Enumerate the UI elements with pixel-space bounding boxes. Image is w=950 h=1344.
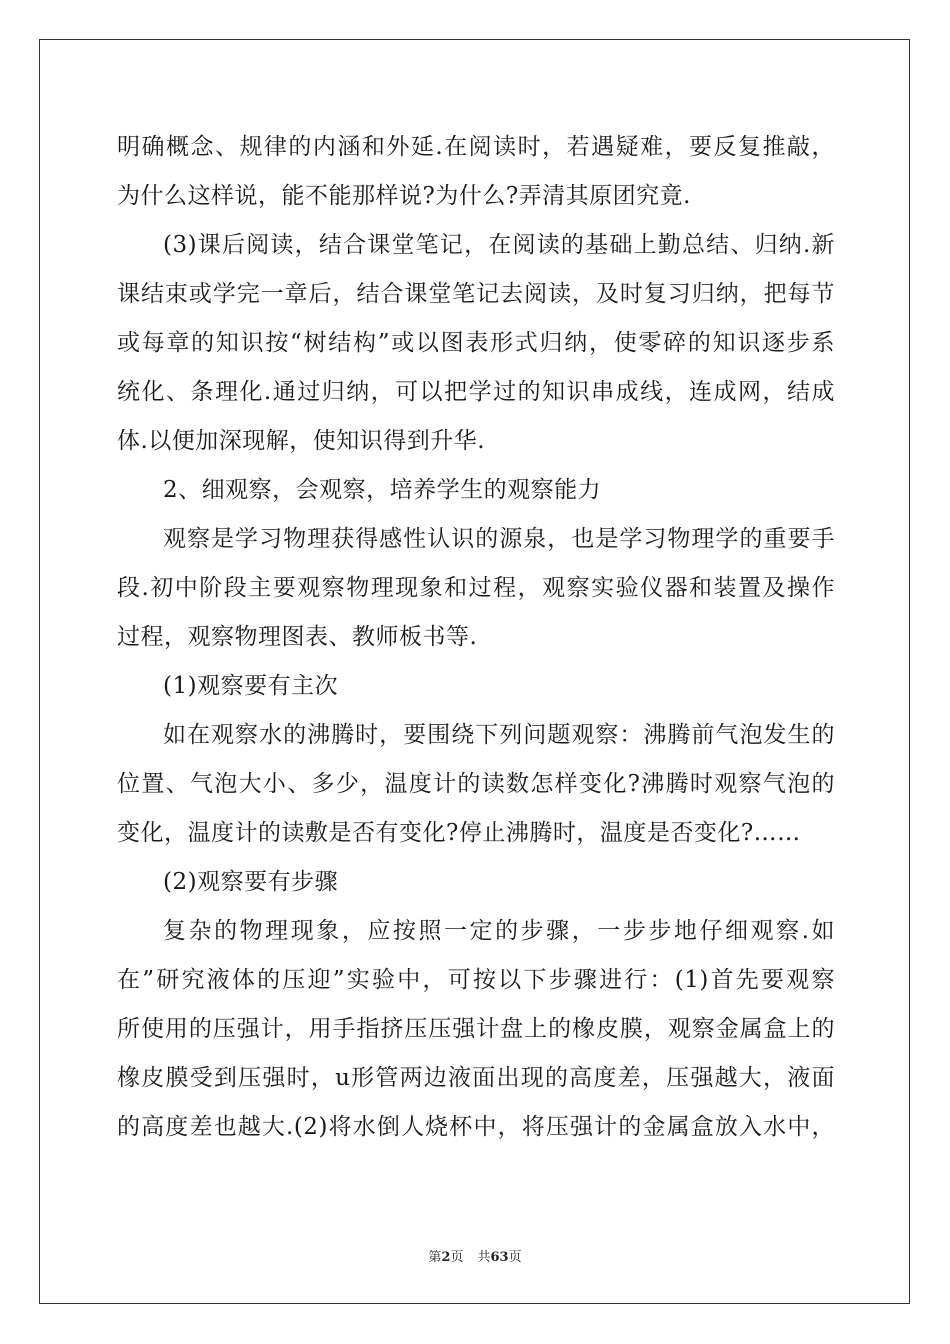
text-line: 如在观察水的沸腾时，要围绕下列问题观察：沸腾前气泡发生的 [163, 722, 835, 748]
page-prefix: 第 [428, 1250, 442, 1265]
text-line: 或每章的知识按“树结构”或以图表形式归纳，使零碎的知识逐步系 [117, 330, 835, 356]
text-line: 变化，温度计的读敷是否有变化?停止沸腾时，温度是否变化?…… [117, 820, 801, 846]
text-line: 段.初中阶段主要观察物理现象和过程，观察实验仪器和装置及操作 [117, 575, 835, 601]
text-line: 体.以便加深现解，使知识得到升华. [117, 428, 486, 454]
text-line: 在”研究液体的压迎”实验中，可按以下步骤进行：(1)首先要观察 [117, 967, 835, 993]
total-suffix: 页 [508, 1250, 522, 1265]
text-line: 橡皮膜受到压强时，u形管两边液面出现的高度差，压强越大，液面 [117, 1065, 835, 1091]
text-line: 位置、气泡大小、多少，温度计的读数怎样变化?沸腾时观察气泡的 [117, 771, 835, 797]
text-line: 统化、条理化.通过归纳，可以把学过的知识串成线，连成网，结成 [117, 379, 835, 405]
text-line: 所使用的压强计，用手指挤压压强计盘上的橡皮膜，观察金属盒上的 [117, 1016, 835, 1042]
text-line: 为什么这样说，能不能那样说?为什么?弄清其原团究竟. [117, 183, 691, 209]
total-pages: 63 [490, 1250, 509, 1265]
text-line: 过程，观察物理图表、教师板书等. [117, 624, 478, 650]
text-line: 课结束或学完一章后，结合课堂笔记去阅读，及时复习归纳，把每节 [117, 281, 835, 307]
text-line: (3)课后阅读，结合课堂笔记，在阅读的基础上勤总结、归纳.新 [163, 232, 835, 258]
text-line: 复杂的物理现象，应按照一定的步骤，一步步地仔细观察.如 [163, 918, 835, 944]
section-heading: 2、细观察，会观察，培养学生的观察能力 [163, 477, 602, 503]
total-prefix: 共 [477, 1250, 491, 1265]
page-suffix: 页 [450, 1250, 464, 1265]
page-number: 2 [441, 1250, 451, 1265]
text-line: 观察是学习物理获得感性认识的源泉，也是学习物理学的重要手 [163, 526, 835, 552]
subsection-heading: (2)观察要有步骤 [163, 869, 339, 895]
text-line: 的高度差也越大.(2)将水倒人烧杯中，将压强计的金属盒放入水中， [117, 1114, 835, 1140]
document-body [117, 123, 835, 1152]
page-footer [0, 1246, 950, 1265]
text-line: 明确概念、规律的内涵和外延.在阅读时，若遇疑难，要反复推敲， [117, 134, 835, 160]
subsection-heading: (1)观察要有主次 [163, 673, 339, 699]
